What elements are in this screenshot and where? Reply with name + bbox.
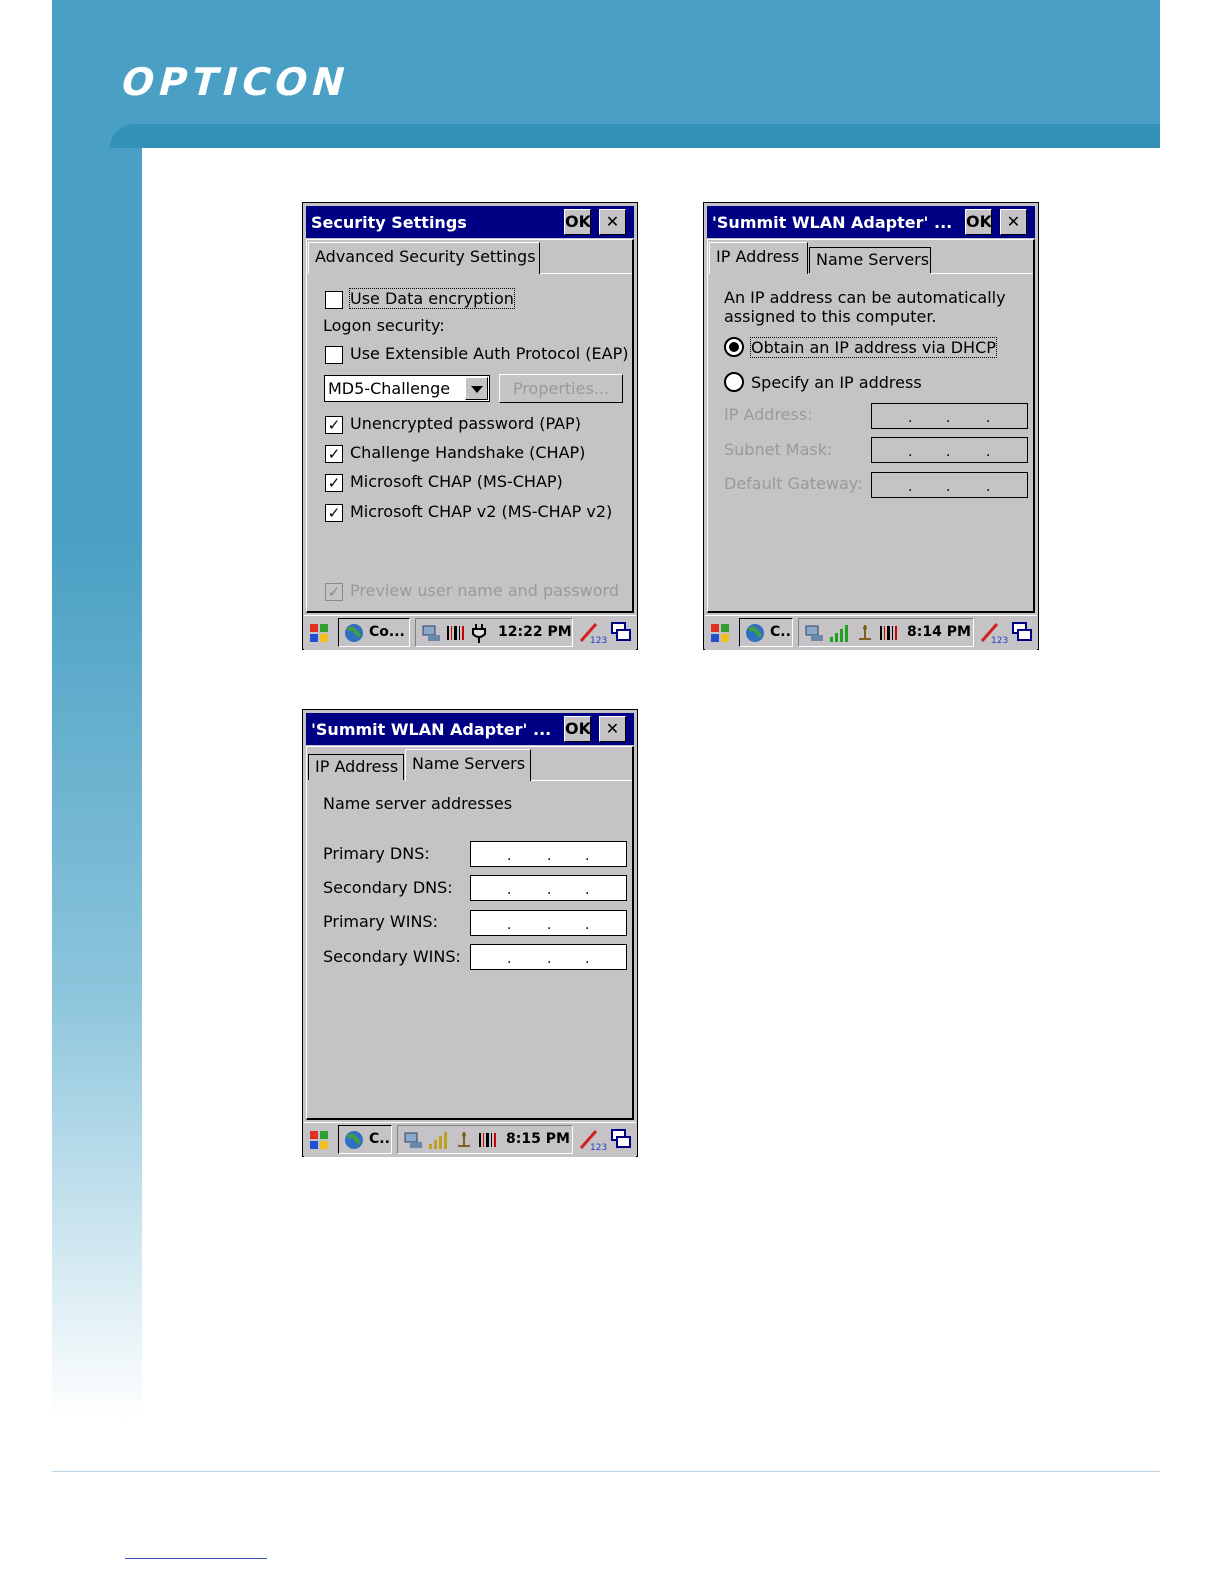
network-icon[interactable] <box>803 623 825 643</box>
clock[interactable]: 8:15 PM <box>506 1131 570 1147</box>
svg-text:123: 123 <box>590 636 608 646</box>
title-bar <box>306 206 634 238</box>
taskbar <box>304 615 636 650</box>
pap-checkbox[interactable]: ✓ <box>325 416 343 434</box>
use-data-encryption-checkbox[interactable] <box>325 291 343 309</box>
use-eap-checkbox[interactable] <box>325 346 343 364</box>
use-eap-label: Use Extensible Auth Protocol (EAP) <box>350 344 629 363</box>
chap-checkbox[interactable]: ✓ <box>325 445 343 463</box>
desktop-windows-icon[interactable] <box>1011 621 1033 643</box>
preview-label: Preview user name and password <box>350 581 619 600</box>
eap-method-value: MD5-Challenge <box>328 379 451 398</box>
usb-icon[interactable] <box>855 623 875 643</box>
svg-text:123: 123 <box>590 1143 608 1153</box>
taskbar-app-button[interactable] <box>739 618 793 647</box>
network-icon[interactable] <box>420 623 442 643</box>
pap-label: Unencrypted password (PAP) <box>350 414 581 433</box>
specify-ip-radio[interactable] <box>724 372 744 392</box>
tab-advanced-security-settings[interactable]: Advanced Security Settings <box>308 242 540 274</box>
globe-icon <box>343 1129 365 1151</box>
close-button[interactable]: ✕ <box>1000 209 1027 235</box>
security-settings-screenshot <box>302 202 638 650</box>
network-icon[interactable] <box>402 1130 424 1150</box>
tab-baseline <box>540 273 632 274</box>
barcode-icon[interactable] <box>478 1131 498 1149</box>
name-server-heading: Name server addresses <box>323 794 513 813</box>
primary-dns-field[interactable]: . . . <box>470 841 627 867</box>
taskbar <box>304 1122 636 1157</box>
system-tray <box>415 618 573 647</box>
close-button[interactable]: ✕ <box>599 209 626 235</box>
primary-dns-label: Primary DNS: <box>323 844 430 863</box>
ok-button[interactable]: OK <box>564 716 591 742</box>
eap-method-select[interactable] <box>324 375 490 402</box>
use-data-encryption-label: Use Data encryption <box>350 289 514 308</box>
preview-checkbox[interactable]: ✓ <box>325 583 343 601</box>
ok-button[interactable]: OK <box>965 209 992 235</box>
ms-chap-v2-checkbox[interactable]: ✓ <box>325 504 343 522</box>
tab-ip-address[interactable]: IP Address <box>709 242 808 274</box>
signal-strength-icon[interactable] <box>428 1130 450 1150</box>
window-title: Security Settings <box>311 213 467 232</box>
primary-wins-field[interactable]: . . . <box>470 910 627 936</box>
default-gateway-label: Default Gateway: <box>724 474 863 493</box>
secondary-dns-label: Secondary DNS: <box>323 878 453 897</box>
globe-icon <box>343 622 365 644</box>
primary-wins-label: Primary WINS: <box>323 912 438 931</box>
window-title: 'Summit WLAN Adapter' ... <box>311 720 552 739</box>
barcode-icon[interactable] <box>879 624 899 642</box>
clock[interactable]: 12:22 PM <box>498 624 572 640</box>
windows-start-icon[interactable] <box>308 622 330 644</box>
subnet-mask-label: Subnet Mask: <box>724 440 833 459</box>
system-tray <box>397 1125 573 1154</box>
default-gateway-field[interactable]: . . . <box>871 472 1028 498</box>
specify-ip-label: Specify an IP address <box>751 373 922 392</box>
ip-address-screenshot <box>703 202 1039 650</box>
taskbar-app-label: C.. <box>369 1131 390 1147</box>
tab-baseline <box>531 780 632 781</box>
clock[interactable]: 8:14 PM <box>907 624 971 640</box>
header-curve-accent <box>110 124 1160 148</box>
page-sidebar-band <box>52 0 142 1420</box>
name-servers-screenshot <box>302 709 638 1157</box>
barcode-icon[interactable] <box>446 624 466 642</box>
chap-label: Challenge Handshake (CHAP) <box>350 443 586 462</box>
ms-chap-v2-label: Microsoft CHAP v2 (MS-CHAP v2) <box>350 502 613 521</box>
tab-ip-address[interactable]: IP Address <box>308 754 404 780</box>
chevron-down-icon[interactable] <box>465 377 488 400</box>
secondary-wins-field[interactable]: . . . <box>470 944 627 970</box>
signal-strength-icon[interactable] <box>829 623 851 643</box>
ip-address-label: IP Address: <box>724 405 813 424</box>
title-bar <box>306 713 634 745</box>
windows-start-icon[interactable] <box>709 622 731 644</box>
input-panel-icon[interactable] <box>578 1128 608 1153</box>
description-line-1: An IP address can be automatically <box>724 288 1006 307</box>
taskbar-app-label: C.. <box>770 624 791 640</box>
close-button[interactable]: ✕ <box>599 716 626 742</box>
subnet-mask-field[interactable]: . . . <box>871 437 1028 463</box>
input-panel-icon[interactable] <box>578 621 608 646</box>
taskbar-app-button[interactable] <box>338 618 410 647</box>
title-bar <box>707 206 1035 238</box>
tab-name-servers[interactable]: Name Servers <box>809 247 931 273</box>
taskbar-app-button[interactable] <box>338 1125 392 1154</box>
power-plug-icon[interactable] <box>470 622 490 644</box>
dhcp-label: Obtain an IP address via DHCP <box>751 338 996 357</box>
desktop-windows-icon[interactable] <box>610 1128 632 1150</box>
taskbar <box>705 615 1037 650</box>
dhcp-radio[interactable] <box>724 337 744 357</box>
ip-address-field[interactable]: . . . <box>871 403 1028 429</box>
desktop-windows-icon[interactable] <box>610 621 632 643</box>
ms-chap-checkbox[interactable]: ✓ <box>325 474 343 492</box>
properties-button[interactable]: Properties... <box>499 374 623 403</box>
footer-divider <box>52 1471 1160 1472</box>
taskbar-app-label: Co... <box>369 624 405 640</box>
tab-baseline <box>931 273 1033 274</box>
secondary-wins-label: Secondary WINS: <box>323 947 461 966</box>
globe-icon <box>744 622 766 644</box>
usb-icon[interactable] <box>454 1130 474 1150</box>
svg-text:123: 123 <box>991 636 1009 646</box>
secondary-dns-field[interactable]: . . . <box>470 875 627 901</box>
windows-start-icon[interactable] <box>308 1129 330 1151</box>
tab-name-servers[interactable]: Name Servers <box>405 749 531 781</box>
logon-security-label: Logon security: <box>323 316 445 335</box>
window-title: 'Summit WLAN Adapter' ... <box>712 213 953 232</box>
ok-button[interactable]: OK <box>564 209 591 235</box>
ms-chap-label: Microsoft CHAP (MS-CHAP) <box>350 472 563 491</box>
footer-link-underline <box>125 1558 267 1559</box>
description-line-2: assigned to this computer. <box>724 307 937 326</box>
opticon-logo: OPTICON <box>116 60 355 104</box>
input-panel-icon[interactable] <box>979 621 1009 646</box>
system-tray <box>798 618 974 647</box>
